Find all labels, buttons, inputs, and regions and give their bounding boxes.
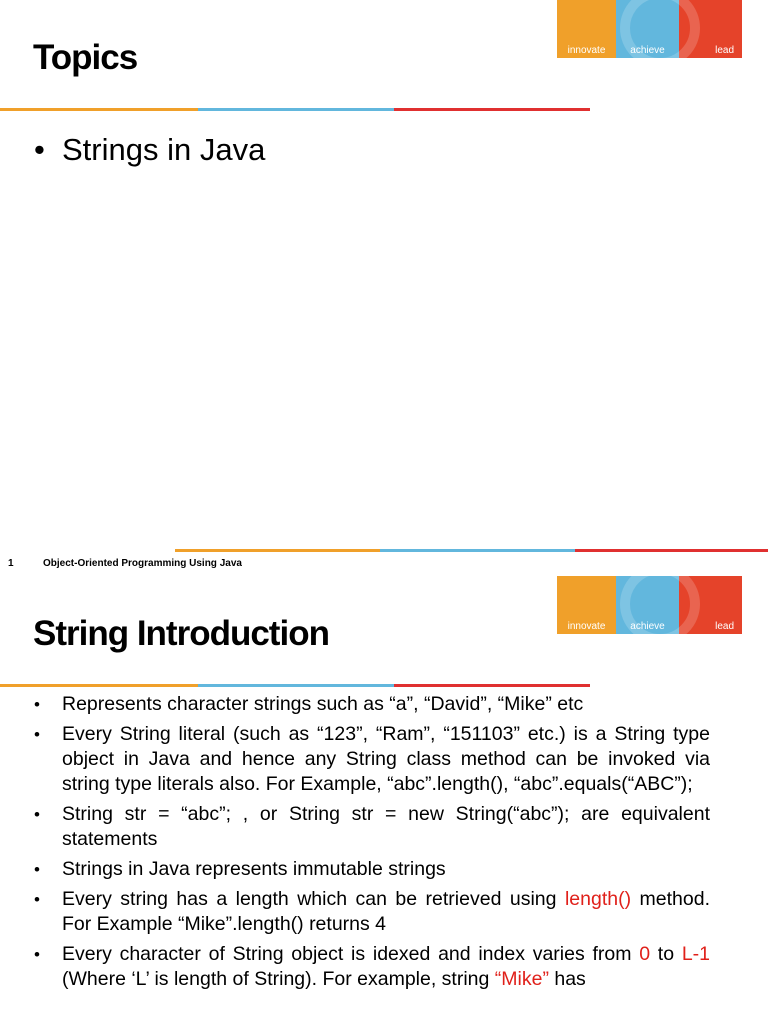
highlight-text: “Mike” [494,968,549,990]
footer-rule-blue [380,549,575,552]
bullet-item: • Every character of String object is idexed and index varies from 0 to L-1 (Where ‘L’ is length of String). For example, string “Mike” has [34,943,710,990]
slide-2 [0,576,768,1024]
bullet-icon: • [34,695,40,714]
rule-red [394,684,590,687]
logo-segment-achieve: achieve [616,576,679,634]
bullet-icon: • [34,132,45,167]
rule-blue [198,684,394,687]
slide-title: String Introduction [33,614,329,653]
highlight-text: length() [564,888,632,910]
bullet-item: • Strings in Java represents immutable strings [34,858,446,880]
logo-segment-lead: lead [679,576,742,634]
page-number: 1 [8,558,14,569]
bullet-icon: • [34,890,40,909]
bullet-item: • Represents character strings such as “a”, “David”, “Mike” etc [34,693,584,715]
highlight-text: 0 [639,943,651,965]
bullet-list [0,692,710,997]
footer-rule-red [575,549,768,552]
rule-red [394,108,590,111]
bullet-item: • String str = “abc”; , or String str = new String(“abc”); are equivalent statements [34,803,710,850]
bullet-item: • Strings in Java [34,132,266,167]
footer-rule-orange [175,549,380,552]
logo-segment-achieve: achieve [616,0,679,58]
bullet-icon: • [34,860,40,879]
logo-segment-innovate: innovate [557,0,616,58]
highlight-text: L-1 [681,943,710,965]
brand-logo [557,0,742,58]
rule-orange [0,684,198,687]
rule-blue [198,108,394,111]
bullet-item: • Every String literal (such as “123”, “Ram”, “151103” etc.) is a String type object in Java and hence any String class method can be invoked via string type literals also. For Example, “abc”.length(), “abc”.equals(“ABC”); [34,723,710,795]
course-title: Object-Oriented Programming Using Java [43,558,242,569]
bullet-icon: • [34,805,40,824]
rule-orange [0,108,198,111]
logo-segment-lead: lead [679,0,742,58]
bullet-item: • Every string has a length which can be retrieved using length() method. For Example “Mike”.length() returns 4 [34,888,710,935]
bullet-icon: • [34,725,40,744]
slide-title: Topics [33,38,138,77]
bullet-list [0,132,265,168]
logo-segment-innovate: innovate [557,576,616,634]
brand-logo [557,576,742,634]
bullet-icon: • [34,945,40,964]
